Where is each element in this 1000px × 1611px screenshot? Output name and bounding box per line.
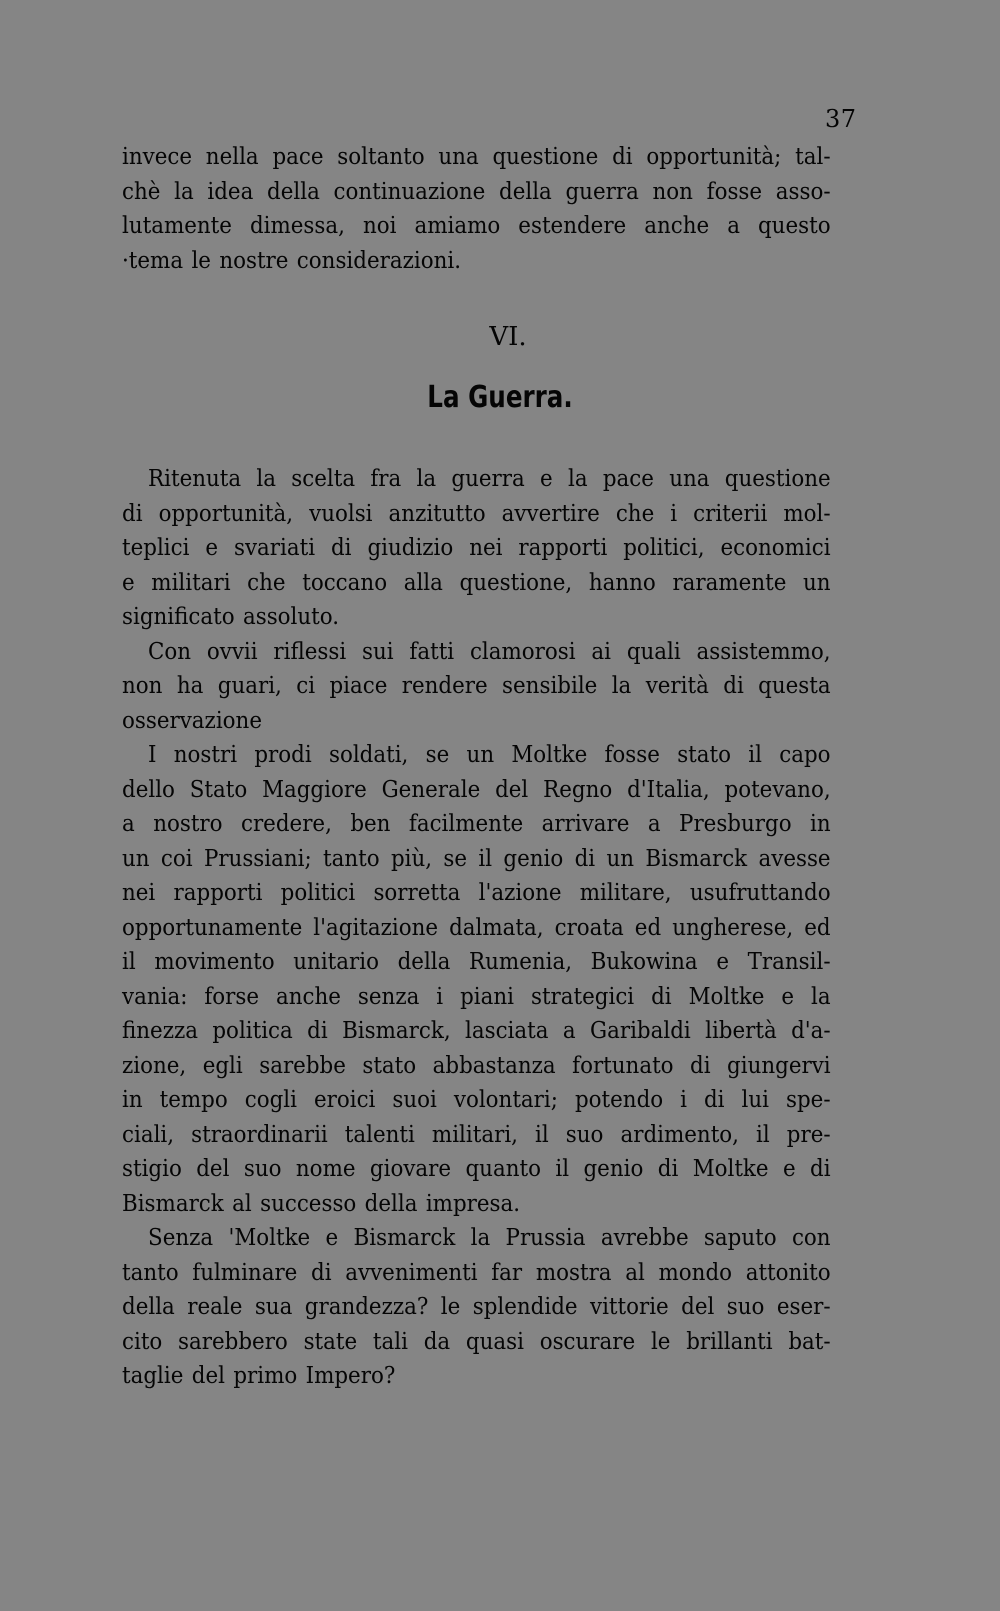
text-line: dello Stato Maggiore Generale del Regno d'Italia, potevano, [122,776,831,803]
text-line: significato assoluto. [122,604,340,630]
text-line: invece nella pace soltanto una questione di opportunità; tal- [122,144,831,170]
paragraph [122,738,831,1221]
text-line: nei rapporti politici sorretta l'azione militare, usufruttando [122,880,831,906]
text-line: Ritenuta la scelta fra la guerra e la pace una questione [148,466,831,492]
text-line: chè la idea della continuazione della guerra non fosse asso- [122,178,831,205]
text-line: non ha guari, ci piace rendere sensibile la verità di questa [122,673,831,699]
paragraph [122,635,831,739]
text-line: opportunamente l'agitazione dalmata, croata ed ungherese, ed [122,914,831,941]
text-line: stigio del suo nome giovare quanto il genio di Moltke e di [122,1156,831,1182]
text-line: lutamente dimessa, noi amiamo estendere anche a questo [122,213,831,239]
text-line: finezza politica di Bismarck, lasciata a Garibaldi libertà d'a- [122,1018,831,1044]
text-line: osservazione [122,707,262,734]
text-line: ·tema le nostre considerazioni. [122,247,461,274]
paragraph [122,462,831,635]
page-number: 37 [825,105,857,133]
section-title: La Guerra. [427,380,573,415]
text-line: e militari che toccano alla questione, hanno raramente un [122,569,831,596]
text-line: Bismarck al successo della impresa. [122,1190,521,1217]
text-line: a nostro credere, ben facilmente arrivare a Presburgo in [122,811,831,837]
text-line: un coi Prussiani; tanto più, se il genio di un Bismarck avesse [122,845,831,872]
text-line: vania: forse anche senza i piani strategici di Moltke e la [122,983,831,1010]
text-line: della reale sua grandezza? le splendide vittorie del suo eser- [122,1294,831,1320]
text-line: I nostri prodi soldati, se un Moltke fosse stato il capo [148,742,831,768]
intro-text [122,140,831,278]
text-line: Con ovvii riflessi sui fatti clamorosi ai quali assistemmo, [148,638,831,665]
text-line: ciali, straordinarii talenti militari, il suo ardimento, il pre- [122,1121,831,1148]
paragraph [122,1221,831,1394]
text-line: tanto fulminare di avvenimenti far mostra al mondo attonito [122,1259,831,1286]
text-line: zione, egli sarebbe stato abbastanza fortunato di giungervi [122,1052,831,1079]
text-line: teplici e svariati di giudizio nei rapporti politici, economici [122,535,831,561]
text-line: di opportunità, vuolsi anzitutto avvertire che i criterii mol- [122,500,831,527]
text-line: taglie del primo Impero? [122,1363,396,1389]
text-line: in tempo cogli eroici suoi volontari; potendo i di lui spe- [122,1087,831,1113]
text-line: il movimento unitario della Rumenia, Bukowina e Transil- [122,949,831,975]
text-line: cito sarebbero state tali da quasi oscurare le brillanti bat- [122,1328,831,1355]
section-number: VI. [489,322,527,352]
chapter-body [122,462,831,1394]
text-line: Senza 'Moltke e Bismarck la Prussia avrebbe saputo con [148,1225,831,1251]
